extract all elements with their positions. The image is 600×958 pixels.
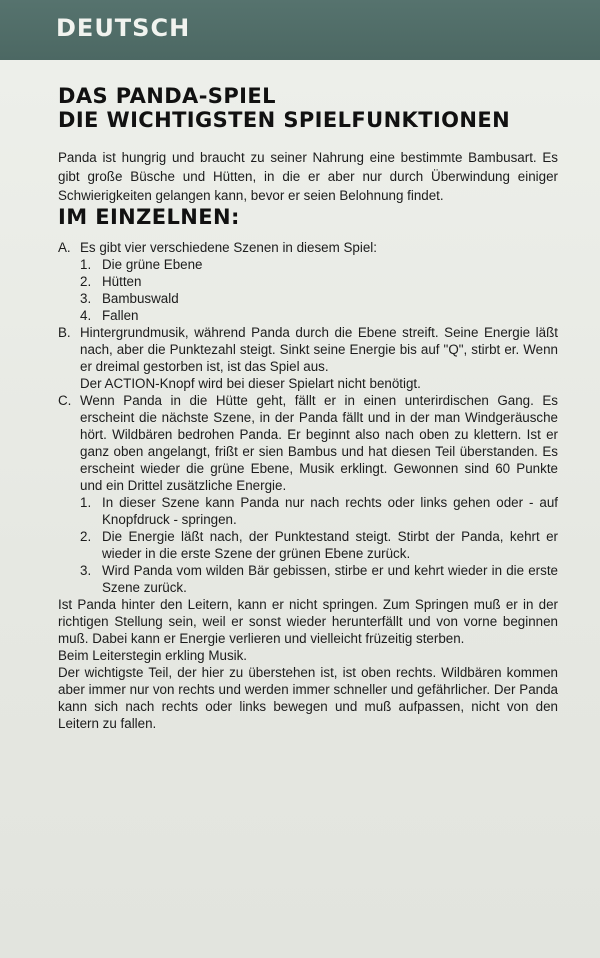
closing-paragraph: Beim Leiterstegin erkling Musik. bbox=[58, 648, 248, 663]
rule-list bbox=[80, 494, 558, 596]
item-letter: A. bbox=[58, 240, 71, 255]
details-list bbox=[58, 239, 558, 732]
language-label: DEUTSCH bbox=[56, 14, 191, 42]
list-item-c bbox=[58, 392, 558, 596]
section-heading-main-functions: DIE WICHTIGSTEN SPIELFUNKTIONEN bbox=[58, 108, 511, 132]
rule-number: 3. bbox=[80, 563, 92, 578]
scene-number: 4. bbox=[80, 308, 92, 323]
rule-number: 2. bbox=[80, 529, 92, 544]
section-heading-details: IM EINZELNEN: bbox=[58, 205, 240, 229]
language-tab bbox=[0, 0, 600, 60]
scene-list bbox=[80, 256, 558, 324]
closing-paragraph: Der wichtigste Teil, der hier zu überstehen ist, ist oben rechts. Wildbären kommen aber immer nur von rechts und werden immer schneller und gefährlicher. Der Panda kann sich nach rechts oder links bewegen und muß aufpassen, nicht von den Leitern zu fallen. bbox=[58, 665, 558, 731]
scene-number: 3. bbox=[80, 291, 92, 306]
item-text: Hintergrundmusik, während Panda durch die Ebene streift. Seine Energie läßt nach, aber die Punktezahl steigt. Sinkt seine Energie bis auf "Q", stirbt er. Wenn er dreimal gestorben ist, ist das Spiel aus. bbox=[80, 325, 558, 374]
list-item-b bbox=[58, 324, 558, 392]
item-text: Es gibt vier verschiedene Szenen in diesem Spiel: bbox=[80, 240, 377, 255]
item-text: Wenn Panda in die Hütte geht, fällt er in einen unterirdischen Gang. Es erscheint die nächste Szene, in der Panda fällt und in der man Windgeräusche hört. Wildbären bedrohen Panda. Er beginnt also nach oben zu klettern. Ist er ganz oben angelangt, frißt er sien Bambus und hat diesen Teil überstanden. Es erscheint wieder die grüne Ebene, Musik erklingt. Gewonnen sind 60 Punkte und ein Drittel zusätzliche Energie. bbox=[80, 393, 558, 493]
list-item-a bbox=[58, 239, 558, 324]
scene-item bbox=[80, 273, 558, 290]
scene-item bbox=[80, 290, 558, 307]
scene-number: 1. bbox=[80, 257, 92, 272]
page-content bbox=[58, 84, 558, 732]
rule-item bbox=[80, 528, 558, 562]
item-note: Der ACTION-Knopf wird bei dieser Spielart nicht benötigt. bbox=[80, 376, 421, 391]
scene-item bbox=[80, 256, 558, 273]
rule-item bbox=[80, 494, 558, 528]
item-letter: B. bbox=[58, 325, 71, 340]
item-letter: C. bbox=[58, 393, 72, 408]
page-title: DAS PANDA-SPIEL bbox=[58, 84, 276, 108]
scene-label: Bambuswald bbox=[102, 291, 179, 306]
rule-text: Die Energie läßt nach, der Punktestand steigt. Stirbt der Panda, kehrt er wieder in die erste Szene der grünen Ebene zurück. bbox=[102, 529, 558, 561]
closing-paragraph: Ist Panda hinter den Leitern, kann er nicht springen. Zum Springen muß er in der richtigen Stellung sein, weil er sonst wieder herunterfällt und von vorne beginnen muß. Dabei kann er Energie verlieren und vielleicht früzeitig sterben. bbox=[58, 597, 558, 646]
scene-number: 2. bbox=[80, 274, 92, 289]
scene-label: Hütten bbox=[102, 274, 142, 289]
rule-item bbox=[80, 562, 558, 596]
intro-paragraph: Panda ist hungrig und braucht zu seiner Nahrung eine bestimmte Bambusart. Es gibt große Büsche und Hütten, in die er aber nur durch Überwindung einiger Schwierigkeiten gelangen kann, bevor er seien Belohnung findet. bbox=[58, 150, 558, 203]
scene-label: Fallen bbox=[102, 308, 139, 323]
rule-number: 1. bbox=[80, 495, 92, 510]
rule-text: Wird Panda vom wilden Bär gebissen, stirbe er und kehrt wieder in die erste Szene zurück. bbox=[102, 563, 558, 595]
rule-text: In dieser Szene kann Panda nur nach rechts oder links gehen oder - auf Knopfdruck - springen. bbox=[102, 495, 558, 527]
scene-item bbox=[80, 307, 558, 324]
scene-label: Die grüne Ebene bbox=[102, 257, 203, 272]
